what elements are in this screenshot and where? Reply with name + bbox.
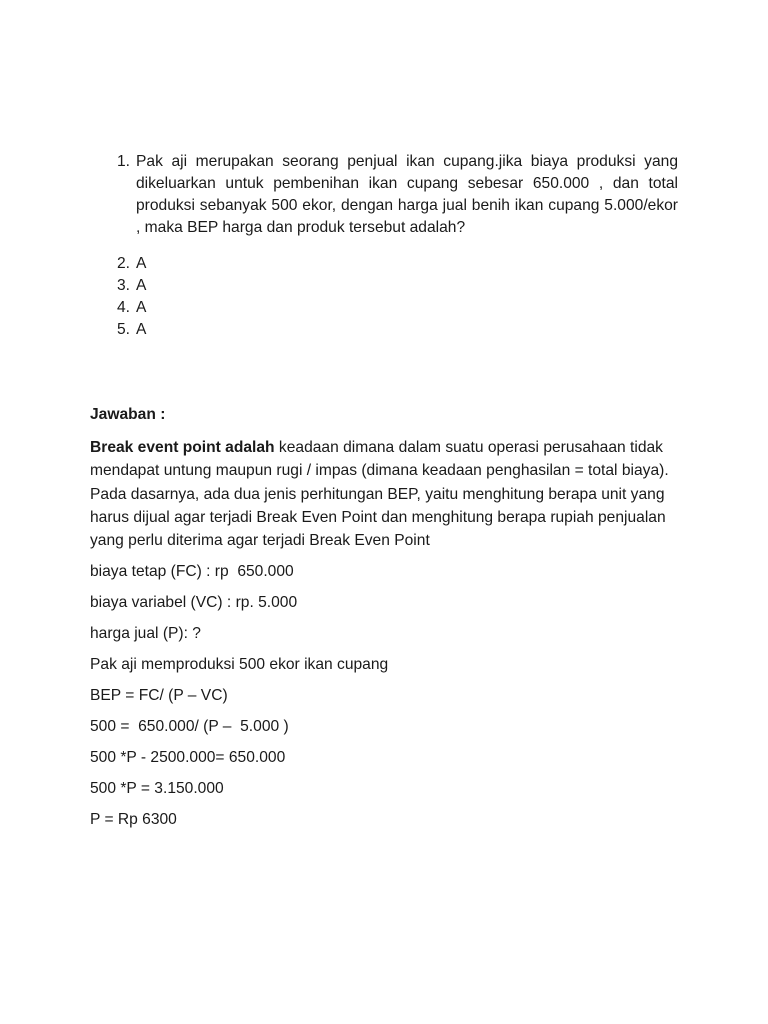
question-item xyxy=(108,151,678,239)
answer-section xyxy=(90,404,685,839)
question-list xyxy=(108,151,678,341)
calc-line-variable-cost: biaya variabel (VC) : rp. 5.000 xyxy=(90,594,298,612)
question-text: A xyxy=(136,299,147,316)
definition-text: keadaan dimana dalam suatu operasi perusahaan tidak mendapat untung maupun rugi / impas (dimana keadaan penghasilan = total biaya). Pada dasarnya, ada dua jenis perhitungan BEP, yaitu menghitung berapa unit yang harus dijual agar terjadi Break Even Point dan menghitung berapa rupiah penjualan yang perlu diterima agar terjadi Break Even Point xyxy=(90,439,669,550)
calc-line-fixed-cost: biaya tetap (FC) : rp 650.000 xyxy=(90,563,294,581)
question-number: 3. xyxy=(116,277,130,294)
calc-line-bep-formula: BEP = FC/ (P – VC) xyxy=(90,687,228,705)
question-number: 5. xyxy=(116,321,130,338)
question-text: A xyxy=(136,255,147,272)
calc-line-production: Pak aji memproduksi 500 ekor ikan cupang xyxy=(90,656,389,674)
calc-line-substitution: 500 = 650.000/ (P – 5.000 ) xyxy=(90,718,289,736)
question-number: 2. xyxy=(116,255,130,272)
question-item xyxy=(108,319,678,341)
calc-line-price: harga jual (P): ? xyxy=(90,625,201,643)
definition-term: Break event point adalah xyxy=(90,439,275,456)
question-text: A xyxy=(136,321,147,338)
question-item xyxy=(108,253,678,275)
question-item xyxy=(108,275,678,297)
question-text: A xyxy=(136,277,147,294)
calc-line-result: P = Rp 6300 xyxy=(90,811,177,829)
calc-line-step-2: 500 *P = 3.150.000 xyxy=(90,780,224,798)
answer-heading: Jawaban : xyxy=(90,406,166,423)
definition-paragraph xyxy=(90,436,685,552)
question-text: Pak aji merupakan seorang penjual ikan cupang.jika biaya produksi yang dikeluarkan untuk pembenihan ikan cupang sebesar 650.000 , dan total produksi sebanyak 500 ekor, dengan harga jual benih ikan cupang 5.000/ekor , maka BEP harga dan produk tersebut adalah? xyxy=(136,153,678,236)
calc-line-step-1: 500 *P - 2500.000= 650.000 xyxy=(90,749,286,767)
question-number: 4. xyxy=(116,299,130,316)
question-number: 1. xyxy=(116,153,130,170)
question-item xyxy=(108,297,678,319)
